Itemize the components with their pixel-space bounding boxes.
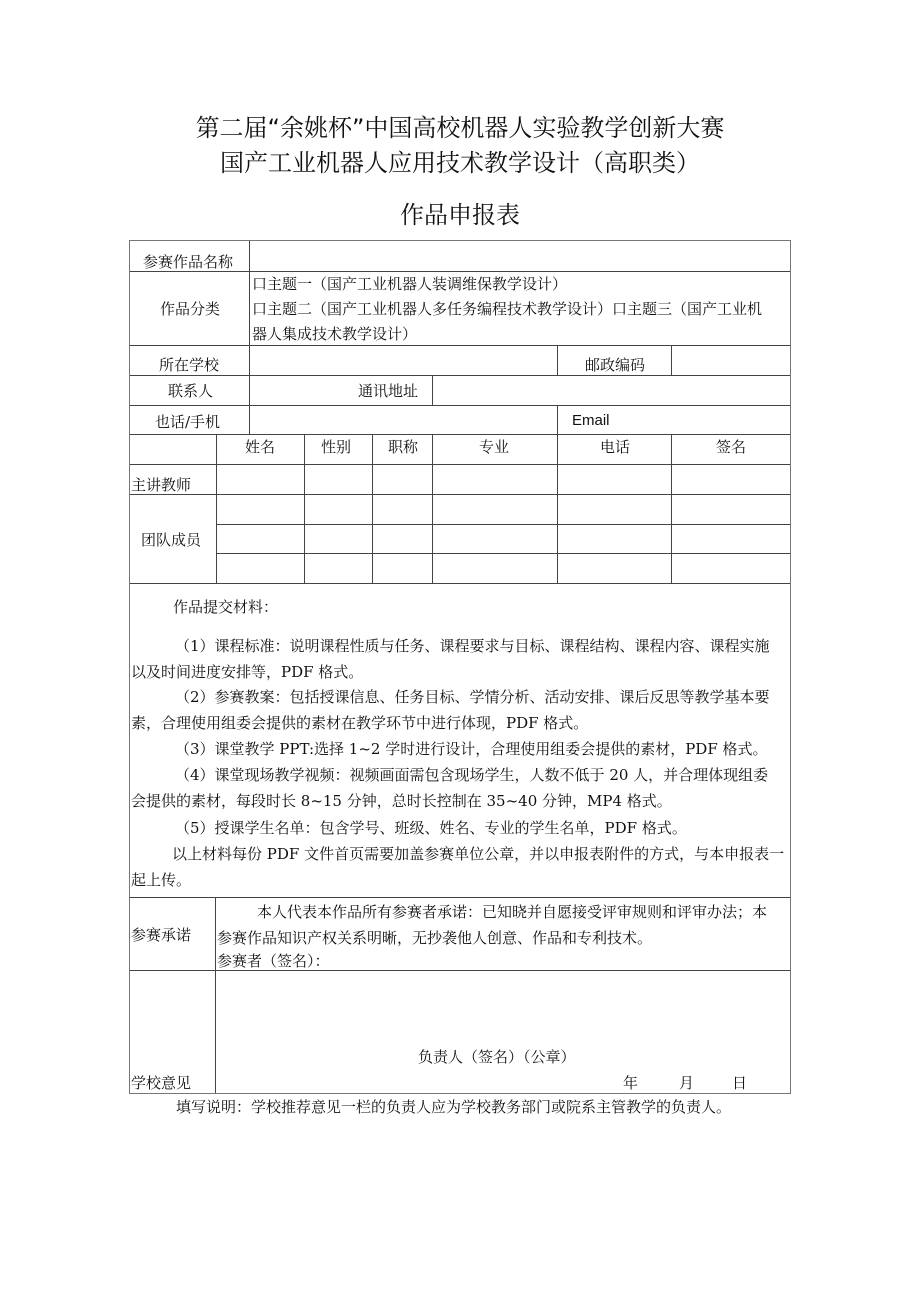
- phone-value-cell: [249, 405, 558, 435]
- category-option-theme-3-cont: 器人集成技术教学设计）: [252, 325, 418, 343]
- lead-teacher-label-cell: [129, 464, 217, 495]
- contact-value-cell: [249, 375, 433, 406]
- postal-label: 邮政编码: [585, 356, 646, 374]
- member-1-signature: [671, 494, 791, 525]
- header-signature-cell: [671, 434, 791, 465]
- header-name-cell: [216, 434, 305, 465]
- member-2-gender: [304, 524, 373, 554]
- member-3-gender: [304, 553, 373, 584]
- team-members-label: 团队成员: [141, 531, 202, 549]
- lead-teacher-phone: [557, 464, 672, 495]
- material-item-2-cont: 素，合理使用组委会提供的素材在教学环节中进行体现，PDF 格式。: [131, 714, 589, 732]
- school-label-cell: [129, 345, 250, 376]
- member-2-major: [432, 524, 558, 554]
- material-item-1: （1）课程标准：说明课程性质与任务、课程要求与目标、课程结构、课程内容、课程实施: [175, 637, 770, 655]
- team-members-label-cell: [129, 494, 217, 584]
- responsible-signature: 负责人（签名）（公章）: [418, 1048, 576, 1066]
- school-opinion-content-cell: [215, 970, 791, 1094]
- category-label-cell: [129, 271, 250, 346]
- school-label: 所在学校: [159, 356, 220, 374]
- address-value-cell: [432, 375, 791, 406]
- materials-note-cont: 起上传。: [131, 871, 192, 889]
- materials-cell: [129, 583, 791, 898]
- postal-value-cell: [671, 345, 791, 376]
- member-1-gender: [304, 494, 373, 525]
- material-item-4-cont: 会提供的素材，每段时长 8~15 分钟，总时长控制在 35~40 分钟，MP4 格式。: [131, 792, 672, 810]
- contact-label: 联系人: [168, 382, 214, 400]
- lead-teacher-title: [372, 464, 433, 495]
- school-opinion-label: 学校意见: [131, 1074, 192, 1092]
- header-title: 职称: [388, 438, 419, 456]
- member-2-title: [372, 524, 433, 554]
- title-line-2: 国产工业机器人应用技术教学设计（高职类）: [220, 149, 700, 177]
- member-3-signature: [671, 553, 791, 584]
- date-month: 月: [679, 1074, 695, 1092]
- footer-note: 填写说明：学校推荐意见一栏的负责人应为学校教务部门或院系主管教学的负责人。: [176, 1098, 732, 1116]
- material-item-2: （2）参赛教案：包括授课信息、任务目标、学情分析、活动安排、课后反思等教学基本要: [175, 688, 770, 706]
- header-major-cell: [432, 434, 558, 465]
- material-item-4: （4）课堂现场教学视频：视频画面需包含现场学生，人数不低于 20 人，并合理体现组委: [175, 766, 769, 784]
- member-3-phone: [557, 553, 672, 584]
- member-2-phone: [557, 524, 672, 554]
- header-signature: 签名: [716, 438, 747, 456]
- pledge-label: 参赛承诺: [131, 926, 192, 944]
- postal-label-cell: [557, 345, 672, 376]
- member-1-major: [432, 494, 558, 525]
- category-label: 作品分类: [160, 300, 221, 318]
- pledge-content-cell: [215, 897, 791, 971]
- school-value-cell: [249, 345, 558, 376]
- pledge-line-2: 参赛作品知识产权关系明晰，无抄袭他人创意、作品和专利技术。: [217, 929, 653, 947]
- lead-teacher-signature: [671, 464, 791, 495]
- header-major: 专业: [479, 438, 510, 456]
- team-header-blank: [129, 434, 217, 465]
- header-phone-cell: [557, 434, 672, 465]
- header-gender: 性别: [321, 438, 352, 456]
- member-2-signature: [671, 524, 791, 554]
- lead-teacher-gender: [304, 464, 373, 495]
- pledge-signature: 参赛者（签名）：: [217, 952, 330, 970]
- member-1-name: [216, 494, 305, 525]
- materials-heading: 作品提交材料：: [173, 598, 279, 616]
- phone-label: 也话/手机: [155, 413, 221, 431]
- member-3-major: [432, 553, 558, 584]
- header-gender-cell: [304, 434, 373, 465]
- materials-note: 以上材料每份 PDF 文件首页需要加盖参赛单位公章，并以申报表附件的方式，与本申报表一: [172, 845, 785, 863]
- material-item-3: （3）课堂教学 PPT:选择 1~2 学时进行设计，合理使用组委会提供的素材，PDF 格式。: [175, 740, 768, 758]
- member-3-name: [216, 553, 305, 584]
- email-label: Email: [572, 412, 610, 429]
- category-option-theme-2-3: 口主题二（国产工业机器人多任务编程技术教学设计）口主题三（国产工业机: [252, 300, 763, 318]
- work-name-label: 参赛作品名称: [143, 253, 234, 271]
- date-day: 日: [732, 1074, 748, 1092]
- lead-teacher-name: [216, 464, 305, 495]
- title-line-1: 第二届“余姚杯”中国高校机器人实验教学创新大赛: [195, 114, 725, 142]
- member-1-phone: [557, 494, 672, 525]
- material-item-5: （5）授课学生名单：包含学号、班级、姓名、专业的学生名单，PDF 格式。: [175, 819, 687, 837]
- work-name-value-cell: [249, 240, 791, 272]
- category-options-cell: [249, 271, 791, 346]
- member-2-name: [216, 524, 305, 554]
- school-opinion-label-cell: [129, 970, 216, 1094]
- category-options: [252, 272, 762, 347]
- phone-label-cell: [129, 405, 250, 435]
- email-cell: [557, 405, 791, 435]
- lead-teacher-label: 主讲教师: [131, 476, 192, 494]
- header-title-cell: [372, 434, 433, 465]
- form-title: 作品申报表: [400, 201, 520, 229]
- pledge-label-cell: [129, 897, 216, 971]
- header-phone: 电话: [600, 438, 631, 456]
- work-name-label-cell: [129, 240, 250, 272]
- contact-label-cell: [129, 375, 250, 406]
- pledge-line-1: 本人代表本作品所有参赛者承诺：已知晓并自愿接受评审规则和评审办法；本: [257, 903, 768, 921]
- member-3-title: [372, 553, 433, 584]
- header-name: 姓名: [245, 438, 276, 456]
- member-1-title: [372, 494, 433, 525]
- date-year: 年: [623, 1074, 639, 1092]
- address-label: 通讯地址: [358, 382, 419, 400]
- material-item-1-cont: 以及时间进度安排等，PDF 格式。: [131, 663, 364, 681]
- lead-teacher-major: [432, 464, 558, 495]
- category-option-theme-1: 口主题一（国产工业机器人装调维保教学设计）: [252, 275, 568, 293]
